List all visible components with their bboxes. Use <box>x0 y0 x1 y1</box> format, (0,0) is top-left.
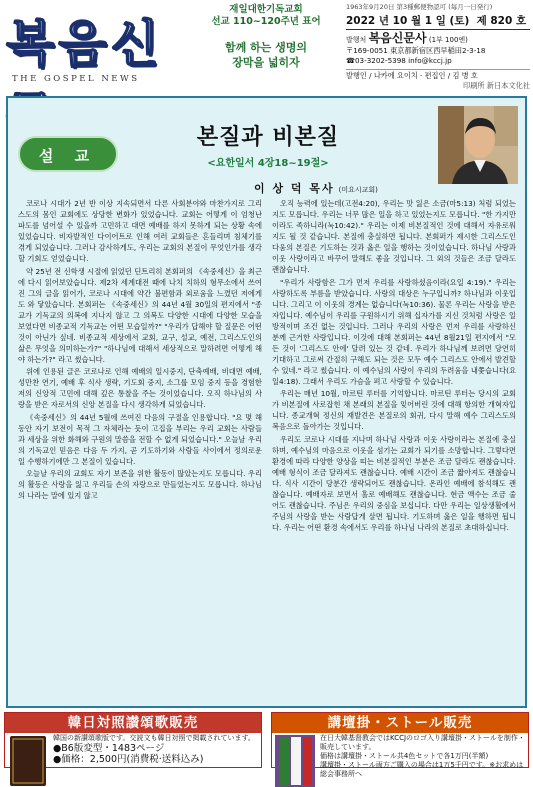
motto-line-2: 장막을 넓히자 <box>232 56 300 69</box>
author-affiliation: (미요시교회) <box>338 186 378 194</box>
newspaper-logo <box>4 2 186 90</box>
price: (1부 100엔) <box>428 36 468 44</box>
publication-info <box>346 2 530 92</box>
paragraph: 《속중세신》의 44년 5월에 쓰여진 다음의 구절을 인용합니다. "요 몇 해 동안 자기 보전이 목적 그 자체라는 듯이 고집을 부리는 우리 교회는 사람들과 세상을 위한 화해와 구원의 말씀을 전할 수 없게 되었습니다." 오늘날 우리의 기독교인 믿음은 다음 두 가지, 곧 기도하기와 사람들 사이에서 정의로운 일 수행하기에만 그 본질이 있습니다. <box>18 412 262 466</box>
issue-day: (토) <box>449 14 470 27</box>
church-org: 재일대한기독교회 <box>229 4 303 15</box>
anniversary-slogan: 선교 110~120주년 표어 <box>211 16 321 27</box>
scripture-reference: <요한일서 4장18~19절> <box>207 158 329 169</box>
hymnal-ad-line-2: ●B6版変型・1483ページ <box>53 743 165 754</box>
stole-ad-text <box>320 734 525 779</box>
hymnal-ad <box>4 712 262 768</box>
motto <box>192 40 340 70</box>
issue-line <box>346 16 530 31</box>
hymnal-ad-body <box>5 733 261 769</box>
article-column-left <box>18 198 262 703</box>
author-photo <box>438 106 518 184</box>
registration-info: 1963年9月20日 第3種郵便物認可 (毎月一日発行) <box>346 3 493 11</box>
hymnal-ad-line-3: ●価格：2,500円(消費税·送料込み) <box>53 754 204 765</box>
stole-ad <box>271 712 529 778</box>
masthead <box>0 0 533 92</box>
author-photo-illustration <box>438 106 518 184</box>
paragraph: 위에 인용된 글은 코로나로 인해 예배의 일시중지, 단축예배, 비대면 예배, 성만찬 연기, 예배 후 식사 생략, 기도회 중지, 소그룹 모임 중지 등을 경험한 저의 신앙적 고민에 대해 깊은 통찰을 주는 것이었습니다. 오직 하나님의 사랑을 받은 자로서의 신앙 본질을 다시 생각하게 되었습니다. <box>18 367 262 409</box>
publisher-label: 발행처 <box>346 36 367 44</box>
hymnal-ad-line-1: 韓国の新讃頌歌版です。交読文も韓日対照で掲載されています。 <box>53 734 255 742</box>
paragraph: 약 25년 전 신학생 시절에 읽었던 딘트리히 본회퍼의 《속중세신》을 최근에 다시 읽어보았습니다. 제2차 세계대전 때에 나치 치하의 형무소에서 쓰여진 그의 글을 읽어가, 코로나 시대에 약간 불편함과 외로움을 느꼈던 저에게도 와 닿았습니다. 본회퍼는 《속중세신》의 44년 4월 30일의 편지에서 "종교가 기독교의 의복에 지나지 않고 그 의복도 다양한 시대에 다양한 모습을 보였다면 비종교적 기독교는 어떤 모습일까?" "우리가 답해야 할 질문은 어떤 것이 아닌가 싶네. 비종교적 세상에서 교회, 교구, 설교, 예전, 그리스도인의 삶은 무엇을 의미하는가?" "하나님에 대해서 세상적으로 말하려면 어떻게 해야 하는가?" 라고 썼습니다. <box>18 266 262 364</box>
stole-ad-line-3: 講壇掛・ストール両方ご購入の場合は1万5千円です。※お求めは総会事務所へ <box>320 761 524 778</box>
paragraph: 우리는 매년 10월, 마르틴 루터를 기억합니다. 마르틴 루터는 당시의 교회가 비본질에 사로잡힌 채 본래의 본질을 잊어버린 것에 대해 항의한 개혁자입니다. 종교개혁 정신의 재발견은 본질로의 회귀, 다시 말해 예수 그리스도의 복음으로 돌아가는 것입니다. <box>272 389 516 431</box>
paragraph: 오직 능력에 있는데(고전4:20), 우리는 맛 잃은 소금(마5:13) 처럼 되었는지도 모릅니다. 우리는 너무 많은 일을 하고 있었는지도 모릅니다. "한 가지만이라도 족하니라(눅10:42)." 우리는 이제 비본질적인 것에 대해서 자유로워지도 될 것 같습니다. 본질에 충실하면 됩니다. 본회퍼가 제시한 그리스도인다움의 본질은 기도하는 것과 옳은 일을 행하는 것이었습니다. 하나님 사랑과 이웃 사랑이라고 바꾸어 말해도 좋을 것입니다. 그 외의 것들은 조금 달라도 괜찮습니다. <box>272 199 516 274</box>
contact: ☎03-3202-5398 info@kccj.jp <box>346 56 452 65</box>
author-name: 이 상 덕 목사 <box>254 182 335 195</box>
sermon-badge: 설 교 <box>18 136 118 172</box>
staff: 발행인 / 나카에 요이치 · 편집인 / 김 병 호 <box>346 69 530 82</box>
paragraph: 우리도 코로나 시대를 지나며 하나님 사랑과 이웃 사랑이라는 본질에 충실하며, 예수님의 마음으로 이웃을 섬기는 교회가 되기를 소망합니다. 그렇다면 환경에 따라 다양한 양상을 띠는 비본질적인 부분은 조금 달라도 괜찮습니다. 예배 형식이 조금 달라져도 괜찮습니다. 예배 시간이 조금 짧아져도 괜찮습니다. 식사 시간이 당분간 생략되어도 괜찮습니다. 온라인 예배에 참석해도 괜찮습니다. 예배자로 보면서 홀로 예배해도 괜찮습니다. 현금 액수는 조금 줄어도 괜찮습니다. 주님은 우리의 중심을 보십니다. 다만 우리는 일상생활에서 주님의 사랑을 받는 사람답게 살면 됩니다. 기도하며 옳은 일을 행하면 됩니다. 우리는 어떤 환경 속에서도 우리를 하나님 나라의 본질로 초대하십니다. <box>272 434 516 532</box>
paragraph: 오늘날 우리의 교회도 자기 보존을 위한 활동이 많았는지도 모릅니다. 우리의 활동은 사랑을 잃고 우리들 손의 자랑으로 만들었는지도 모릅니다. 하나님의 나라는 말에 있지 않고 <box>18 469 262 500</box>
issue-number: 제 820 호 <box>476 14 527 27</box>
address: 〒169-0051 東京都新宿区西早稲田2-3-18 <box>346 45 486 55</box>
stole-ad-body <box>272 733 528 778</box>
publisher-line <box>346 33 530 46</box>
hymnal-ad-banner: 韓日対照讃頌歌販売 <box>5 713 261 733</box>
stole-icon <box>275 735 315 787</box>
stole-ad-line-2: 価格は講壇掛・ストール共4色セットで各1万円(半額) <box>320 752 489 760</box>
publisher-name: 복음신문사 <box>368 31 427 45</box>
sermon-article <box>6 96 527 708</box>
stole-ad-line-1: 在日大韓基督教会ではKCCJのロゴ入り講壇掛・ストールを制作・販売しています。 <box>320 734 525 751</box>
paragraph: "우리가 사랑함은 그가 먼저 우리를 사랑하셨음이라(요일 4:19)." 우리는 사랑하도록 부름을 받았습니다. 사랑의 대상은 누구입니까? 하나님과 이웃입니다. 그리고 이 이웃의 경계는 없습니다(눅10:36). 물론 우리는 사랑을 받은 자입니다. 예수님이 우리를 구원하시기 위해 십자가를 지신 것처럼 사랑은 일방적이며 조건 없는 것입니다. 그러나 우리의 사랑은 먼저 우리를 사랑하신 분께 근거한 사랑입니다. 이것에 대해 본회퍼는 44년 8월21일 편지에서 "모든 것이 '그리스도 안에' 달려 있는 것 같네. 우리가 하나님께 보려면 당연히 기대하고 그로써 간절히 구해도 되는 것은 모두 예수 그리스도 안에서 발견할 수 있네." 라고 썼습니다. 이 예수님의 사랑이 우리의 두려움을 내쫓습니다(요일4:18). 그래서 우리도 가슴을 펴고 사랑할 수 있습니다. <box>272 277 516 386</box>
article-column-right <box>272 198 516 703</box>
paragraph: 코로나 시대가 2년 반 이상 지속되면서 다른 사회분야와 마찬가지로 그리스도의 몸인 교회에도 상당한 변화가 있었습니다. 교회는 어떻게 이 엄청난 파도를 넘어설 수 있을까 고민하고 대면 예배를 하지 못하게 되는 상황 속에 있었습니다. 비자발적인 다이어트로 인해 여러 교회들은 흔들리며 침체기를 겪게 되었습니다. 그러나 감사하게도, 우리는 교회의 본질이 무엇인가를 생각할 기회도 얻었습니다. <box>18 199 262 263</box>
hymnal-book-icon <box>8 735 48 787</box>
slogan-block <box>192 4 340 70</box>
issue-date: 2022 년 10 월 1 일 <box>346 14 446 27</box>
printer: 印刷所 新日本文化社 <box>463 81 530 90</box>
newspaper-title: 복음신 <box>6 14 163 73</box>
motto-line-1: 함께 하는 생명의 <box>224 41 308 54</box>
hymnal-ad-text <box>53 734 258 765</box>
author-line <box>254 180 434 196</box>
newspaper-subtitle: THE GOSPEL NEWS <box>12 74 140 84</box>
article-body <box>18 198 516 703</box>
article-headline: 본질과 비본질 <box>196 124 340 150</box>
stole-ad-banner: 講壇掛・ストール販売 <box>272 713 528 733</box>
